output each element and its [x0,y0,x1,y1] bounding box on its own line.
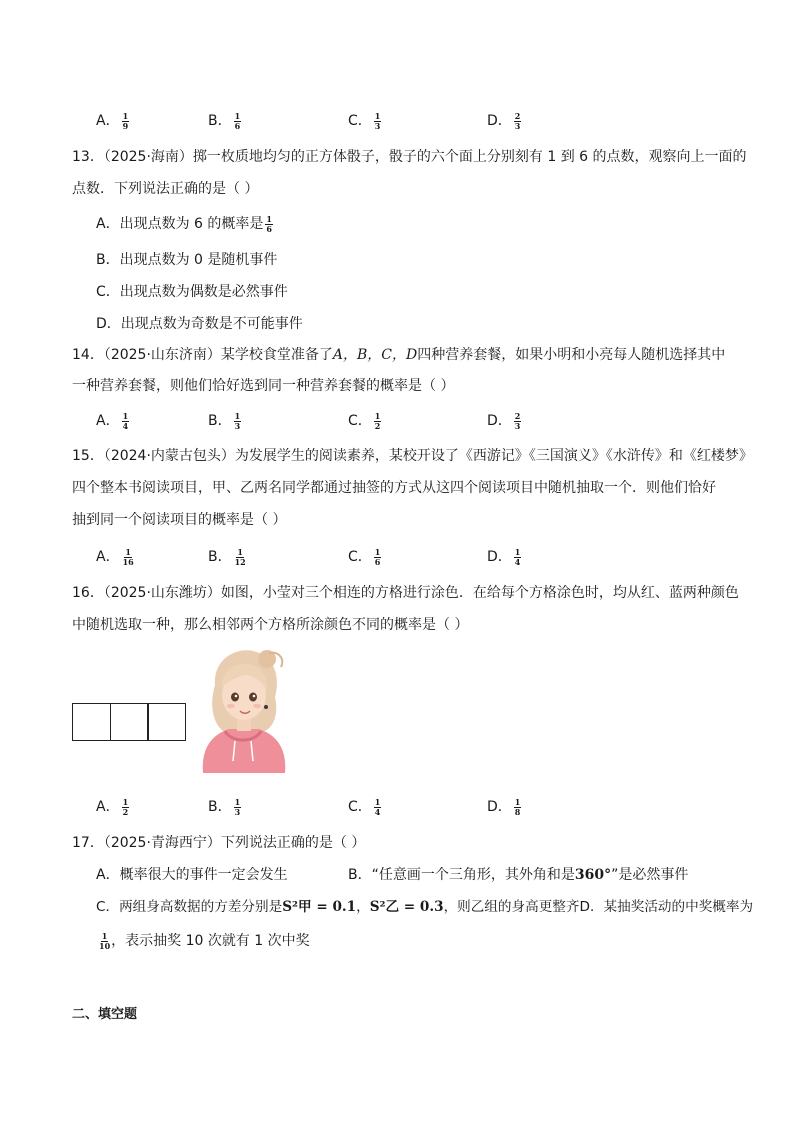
fraction [122,548,135,567]
square-1 [72,703,111,741]
q17-option-c[interactable] [96,895,753,915]
option-label: A． [96,113,120,129]
fraction-den: 4 [122,420,129,431]
fraction [374,798,382,817]
option-label: D． [487,413,512,429]
q15-option-b[interactable] [208,546,247,567]
q13-option-d[interactable]: D．出现点数为奇数是不可能事件 [96,316,303,332]
q12-option-b[interactable] [208,110,241,131]
option-label: A． [96,799,120,815]
separator: ， [356,899,370,915]
q13-option-a[interactable] [96,213,273,234]
fraction-num: 2 [514,110,521,121]
fraction-den: 9 [122,120,129,131]
q14-option-a[interactable] [96,410,129,431]
option-text: A．出现点数为 6 的概率是 [96,216,264,232]
fraction [514,798,522,817]
option-label: D． [487,113,512,129]
fraction [514,112,522,131]
fraction-num: 1 [374,110,381,121]
q16-option-c[interactable] [348,796,381,817]
fraction [374,548,382,567]
fraction-den: 3 [234,420,241,431]
fraction-den: 10 [99,940,111,951]
fraction [265,215,273,234]
fraction-den: 8 [514,806,521,817]
fraction-num: 1 [266,213,272,224]
q17-stem: 17．（2025·青海西宁）下列说法正确的是（ ） [72,835,366,851]
fraction-den: 6 [234,120,241,131]
q12-option-d[interactable] [487,110,521,131]
q15-option-a[interactable] [96,546,135,567]
option-label: D． [487,799,512,815]
fraction-den: 4 [374,806,381,817]
option-label: B． [208,413,232,429]
fraction-num: 1 [234,110,241,121]
option-label: B． [208,799,232,815]
option-text: B．“任意画一个三角形，其外角和是 [348,867,575,883]
q17-option-d-cont[interactable] [96,930,310,951]
fraction-num: 1 [234,796,241,807]
fraction [122,412,130,431]
fraction-den: 16 [122,556,134,567]
q17-option-b[interactable] [348,864,688,884]
q13-stem-line1: 13．（2025·海南）掷一枚质地均匀的正方体骰子，骰子的六个面上分别刻有 1 到 6 的点数，观察向上一面的 [72,149,747,165]
fraction-den: 4 [514,556,521,567]
q15-stem-line2: 四个整本书阅读项目，甲、乙两名同学都通过抽签的方式从这四个阅读项目中随机抽取一个．则他们恰好 [72,480,716,496]
q17-option-a[interactable]: A．概率很大的事件一定会发生 [96,867,288,883]
option-label: C． [348,549,372,565]
q15-stem-line3: 抽到同一个阅读项目的概率是（ ） [72,512,287,528]
fraction-den: 2 [374,420,381,431]
q16-stem-line2: 中随机选取一种，那么相邻两个方格所涂颜色不同的概率是（ ） [72,617,469,633]
q16-option-a[interactable] [96,796,129,817]
q15-stem-line1: 15．（2024·内蒙古包头）为发展学生的阅读素养，某校开设了《西游记》《三国演义》《水浒传》和《红楼梦》 [72,448,753,464]
fraction-num: 1 [125,546,131,557]
fraction [122,112,130,131]
q15-option-c[interactable] [348,546,381,567]
q12-option-a[interactable] [96,110,129,131]
math-expr: S²甲 = 0.1 [282,899,357,915]
option-label: B． [208,549,232,565]
fraction-den: 6 [374,556,381,567]
stem-text: 14．（2025·山东济南）某学校食堂准备了 [72,347,333,363]
fraction-num: 1 [122,110,129,121]
fraction [234,412,242,431]
fraction [234,548,247,567]
fraction [374,112,382,131]
option-label: B． [208,113,232,129]
fraction-num: 1 [374,546,381,557]
fraction-den: 2 [122,806,129,817]
fraction [234,798,242,817]
math-expr: S²乙 = 0.3 [369,899,444,915]
q13-option-b[interactable]: B．出现点数为 0 是随机事件 [96,252,278,268]
fraction [374,412,382,431]
q14-stem-line1 [72,344,725,364]
fraction-den: 12 [234,556,246,567]
girl-illustration [195,645,293,773]
q14-option-d[interactable] [487,410,521,431]
fraction-num: 1 [237,546,243,557]
fraction-num: 1 [122,410,129,421]
option-label: A． [96,413,120,429]
option-label: D． [487,549,512,565]
fraction-num: 1 [374,796,381,807]
q13-stem-line2: 点数．下列说法正确的是（ ） [72,181,259,197]
fraction [234,112,242,131]
fraction-num: 2 [514,410,521,421]
section-fill-in-title: 二、填空题 [72,1007,138,1022]
option-label: A． [96,549,120,565]
fraction-num: 1 [101,930,108,941]
fraction-den: 3 [514,120,521,131]
option-text: ，则乙组的身高更整齐D．某抽奖活动的中奖概率为 [443,899,754,915]
square-2 [110,703,149,741]
fraction-den: 3 [514,420,521,431]
fraction-num: 1 [374,410,381,421]
stem-text: 四种营养套餐，如果小明和小亮每人随机选择其中 [417,347,726,363]
fraction-den: 3 [234,806,241,817]
option-label: C． [348,413,372,429]
three-squares-figure [72,703,185,741]
option-text: C．两组身高数据的方差分别是 [96,899,283,915]
option-label: C． [348,799,372,815]
fraction [514,548,522,567]
math-expr: 360° [574,867,612,883]
fraction-num: 1 [234,410,241,421]
q14-option-c[interactable] [348,410,381,431]
option-text: ，表示抽奖 10 次就有 1 次中奖 [111,933,310,949]
option-label: C． [348,113,372,129]
q14-option-b[interactable] [208,410,241,431]
q16-option-b[interactable] [208,796,241,817]
q16-stem-line1: 16．（2025·山东潍坊）如图，小莹对三个相连的方格进行涂色．在给每个方格涂色时，均从红、蓝两种颜色 [72,585,739,601]
fraction [98,932,111,951]
fraction [514,412,522,431]
fraction-num: 1 [514,546,521,557]
fraction-den: 3 [374,120,381,131]
q16-option-d[interactable] [487,796,521,817]
fraction [122,798,130,817]
q14-stem-line2: 一种营养套餐，则他们恰好选到同一种营养套餐的概率是（ ） [72,378,455,394]
q15-option-d[interactable] [487,546,521,567]
fraction-den: 6 [266,223,272,234]
q12-option-c[interactable] [348,110,381,131]
q13-option-c[interactable]: C．出现点数为偶数是必然事件 [96,284,288,300]
square-3 [147,703,186,741]
fraction-num: 1 [514,796,521,807]
option-text: ”是必然事件 [611,867,689,883]
stem-letters: A，B，C，D [332,347,418,363]
fraction-num: 1 [122,796,129,807]
